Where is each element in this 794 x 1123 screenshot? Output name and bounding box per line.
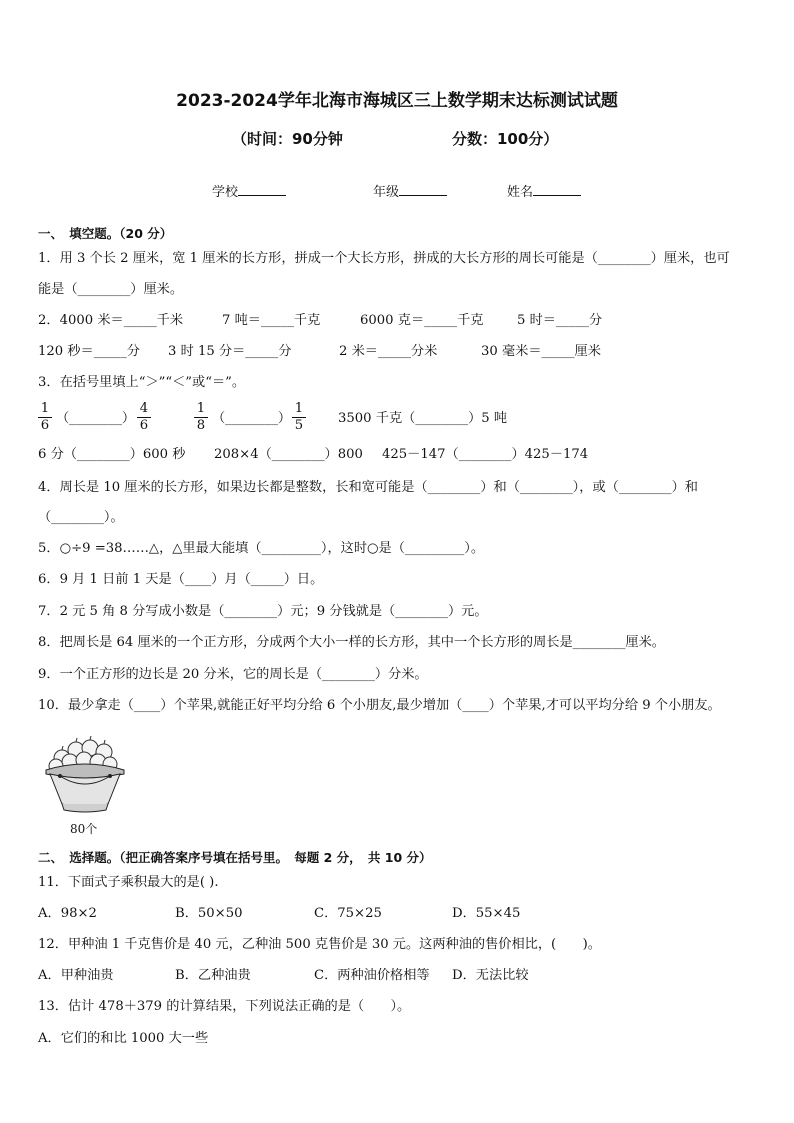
question-2-item: 6000 克＝_____千克	[360, 313, 484, 328]
choice-option[interactable]: A．甲种油贵	[38, 968, 114, 983]
question-3-comparison: 208×4（________）800	[214, 447, 363, 462]
apple-basket-image	[40, 736, 130, 816]
question-3-comparison: 3500 千克（________）5 吨	[338, 411, 508, 426]
question-10: 10．最少拿走（____）个苹果,就能正好平均分给 6 个小朋友,最少增加（____）个苹果,才可以平均分给 9 个小朋友。	[38, 698, 721, 713]
choice-option[interactable]: B．50×50	[175, 906, 243, 921]
fraction-one-sixth: $\frac{1}{6}$	[38, 401, 52, 434]
choice-option[interactable]: C．75×25	[314, 906, 382, 921]
question-2-item: 5 时＝_____分	[517, 313, 603, 328]
choice-option[interactable]: C．两种油价格相等	[314, 968, 430, 983]
question-2-item: 7 吨＝_____千克	[222, 313, 321, 328]
question-7: 7．2 元 5 角 8 分写成小数是（________）元；9 分钱就是（________）元。	[38, 604, 488, 619]
question-5: 5．○÷9 =38……△，△里最大能填（_________），这时○是（_________）。	[38, 541, 485, 556]
fraction-one-fifth: $\frac{1}{5}$	[292, 401, 306, 434]
total-score: 分数：100分）	[452, 130, 559, 148]
basket-caption: 80个	[70, 822, 98, 836]
choice-option[interactable]: B．乙种油贵	[175, 968, 251, 983]
question-3-comparison: 425－147（________）425－174	[382, 447, 589, 462]
school-field[interactable]	[212, 181, 286, 200]
question-2-item: 30 毫米＝_____厘米	[481, 344, 601, 359]
section2-heading: 二、 选择题。（把正确答案序号填在括号里。 每题 2 分， 共 10 分）	[38, 850, 432, 865]
school-label: 学校	[212, 185, 239, 200]
question-2-item: 120 秒＝_____分	[38, 344, 140, 359]
choice-option[interactable]: A．98×2	[38, 906, 97, 921]
question-1-line1: 1．用 3 个长 2 厘米，宽 1 厘米的长方形，拼成一个大长方形，拼成的大长方形的周长可能是（________）厘米，也可	[38, 251, 730, 266]
fraction-four-sixths: $\frac{4}{6}$	[137, 401, 151, 434]
grade-field[interactable]	[373, 181, 447, 200]
section1-heading: 一、 填空题。（20 分）	[38, 226, 173, 241]
question-1-line2: 能是（________）厘米。	[38, 282, 184, 297]
school-blank[interactable]	[238, 183, 286, 196]
compare-blank[interactable]: （________）	[56, 411, 136, 426]
choice-option[interactable]: D．55×45	[452, 906, 521, 921]
question-13: 13．估计 478＋379 的计算结果，下列说法正确的是（ ）。	[38, 999, 411, 1014]
name-label: 姓名	[507, 185, 534, 200]
choice-option[interactable]: A．它们的和比 1000 大一些	[38, 1031, 209, 1046]
question-2-item: 2 米＝_____分米	[339, 344, 438, 359]
grade-blank[interactable]	[399, 183, 447, 196]
question-2-item: 2．4000 米＝_____千米	[38, 313, 184, 328]
question-9: 9．一个正方形的边长是 20 分米，它的周长是（________）分米。	[38, 667, 428, 682]
question-11: 11．下面式子乘积最大的是( ).	[38, 875, 219, 890]
page-title: 2023-2024学年北海市海城区三上数学期末达标测试试题	[176, 91, 618, 111]
choice-option[interactable]: D．无法比较	[452, 968, 529, 983]
question-3-intro: 3．在括号里填上“＞”“＜”或“＝”。	[38, 375, 246, 390]
fraction-one-eighth: $\frac{1}{8}$	[194, 401, 208, 434]
question-6: 6．9 月 1 日前 1 天是（____）月（_____）日。	[38, 572, 324, 587]
question-2-item: 3 时 15 分＝_____分	[168, 344, 292, 359]
question-4-line2: （________）。	[38, 510, 124, 525]
grade-label: 年级	[373, 185, 400, 200]
name-field[interactable]	[507, 181, 581, 200]
question-4-line1: 4．周长是 10 厘米的长方形，如果边长都是整数，长和宽可能是（________）和（________），或（________）和	[38, 480, 698, 495]
name-blank[interactable]	[533, 183, 581, 196]
question-8: 8．把周长是 64 厘米的一个正方形，分成两个大小一样的长方形，其中一个长方形的周长是________厘米。	[38, 635, 665, 650]
compare-blank[interactable]: （________）	[212, 411, 292, 426]
question-3-comparison: 6 分（________）600 秒	[38, 447, 186, 462]
question-12: 12．甲种油 1 千克售价是 40 元，乙种油 500 克售价是 30 元。这两种油的售价相比，( )。	[38, 937, 601, 952]
time-limit: （时间：90分钟	[232, 130, 343, 148]
